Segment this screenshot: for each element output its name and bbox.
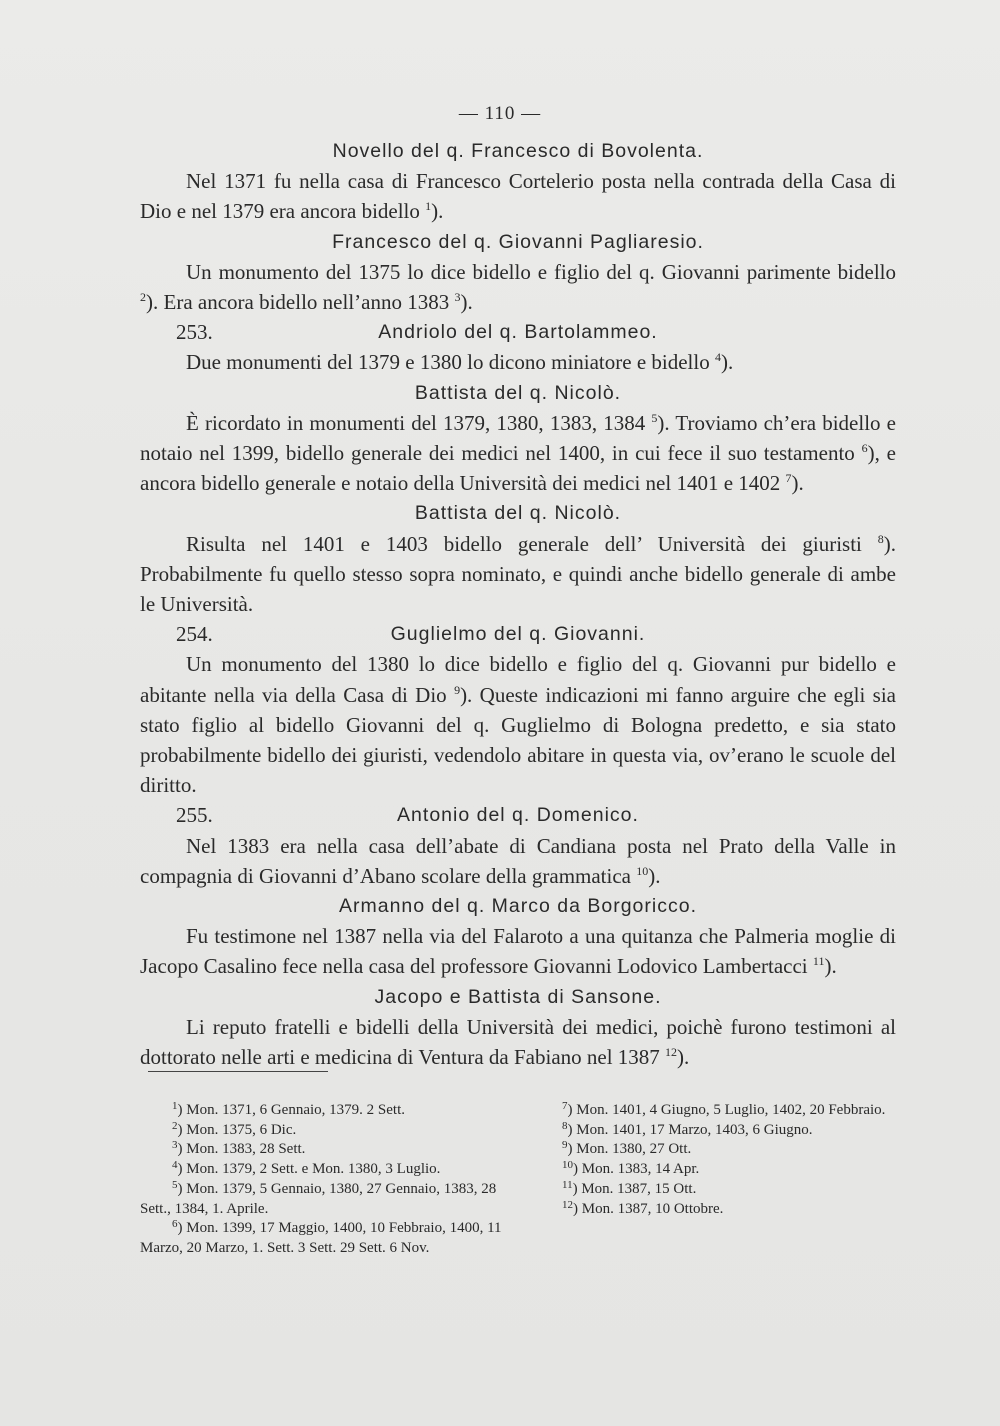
note-ref: 4 (714, 350, 721, 365)
entry-heading-text: Battista del q. Nicolò. (414, 381, 622, 404)
paragraph-text: Un monumento del 1375 lo dice bidello e figlio del q. Giovanni parimente bidello (186, 259, 896, 284)
body-text (140, 136, 896, 1072)
entry-number: 253. (176, 320, 213, 345)
footnote-text: ) Mon. 1387, 15 Ott. (572, 1180, 697, 1197)
entry-paragraph (140, 257, 896, 317)
footnote (530, 1140, 900, 1160)
footnote-number: 9 (562, 1139, 568, 1152)
footnote-text: ) Mon. 1401, 17 Marzo, 1403, 6 Giugno. (567, 1121, 813, 1138)
entry-paragraph (140, 529, 896, 620)
footnote-text: ) Mon. 1379, 5 Gennaio, 1380, 27 Gennaio, 1383, 28 Sett., 1384, 1. Aprile. (140, 1180, 497, 1217)
paragraph-text: È ricordato in monumenti del 1379, 1380, 1383, 1384 (186, 410, 652, 435)
note-ref: 1 (425, 199, 432, 214)
note-ref: 12 (665, 1045, 678, 1060)
entry-heading-text: Armanno del q. Marco da Borgoricco. (339, 895, 697, 918)
footnote-number: 12 (562, 1198, 573, 1211)
paragraph-text: ). Probabilmente fu quello stesso sopra nominato, e quindi anche bidello generale di ambe le Università. (140, 531, 896, 617)
footnote-number: 4 (172, 1159, 178, 1172)
paragraph-text: ). Era ancora bidello nell’anno 1383 (146, 290, 455, 315)
note-ref: 9 (454, 682, 461, 697)
footnote (530, 1200, 900, 1220)
entry-heading (140, 982, 896, 1012)
footnote (530, 1121, 900, 1141)
paragraph-text: Nel 1383 era nella casa dell’abate di Candiana posta nel Prato della Valle in compagnia di Giovanni d’Abano scolare della grammatica (140, 833, 896, 888)
footnote-text: ) Mon. 1375, 6 Dic. (177, 1121, 297, 1138)
footnote-text: ) Mon. 1383, 14 Apr. (573, 1161, 700, 1178)
entry-heading-text: Francesco del q. Giovanni Pagliaresio. (332, 230, 704, 253)
entry-paragraph (140, 1012, 896, 1072)
paragraph-text: Nel 1371 fu nella casa di Francesco Cortelerio posta nella contrada della Casa di Dio e nel 1379 era ancora bidello (140, 169, 896, 224)
paragraph-text: ). (648, 863, 661, 888)
entry-number: 254. (176, 622, 213, 647)
entry-heading (140, 317, 896, 347)
note-ref: 2 (140, 290, 146, 305)
footnote-number: 2 (172, 1119, 178, 1132)
footnote-text: ) Mon. 1401, 4 Giugno, 5 Luglio, 1402, 20 Febbraio. (567, 1102, 886, 1118)
footnote-text: ) Mon. 1387, 10 Ottobre. (573, 1200, 724, 1217)
footnote-number: 6 (172, 1218, 178, 1231)
footnote-text: ) Mon. 1399, 17 Maggio, 1400, 10 Febbraio, 1400, 11 Marzo, 20 Marzo, 1. Sett. 3 Sett. 29 Sett. 6 Nov. (140, 1220, 502, 1256)
entry-heading (140, 136, 896, 166)
footnote (530, 1160, 900, 1180)
footnote-number: 10 (562, 1159, 573, 1172)
footnote-number: 11 (562, 1178, 573, 1191)
footnote-divider (148, 1071, 328, 1072)
paragraph-text: ). (824, 954, 837, 979)
note-ref: 7 (785, 471, 792, 486)
entry-paragraph (140, 166, 896, 226)
footnote-number: 8 (562, 1119, 568, 1132)
footnote-text: ) Mon. 1383, 28 Sett. (177, 1141, 306, 1158)
footnote (140, 1101, 510, 1121)
entry-heading (140, 227, 896, 257)
entry-heading (140, 498, 896, 528)
paragraph-text: Risulta nel 1401 e 1403 bidello generale dell’ Università dei giuristi (186, 531, 878, 556)
paragraph-text: ), e ancora bidello generale e notaio della Università dei medici nel 1401 e 1402 (140, 441, 896, 496)
note-ref: 5 (651, 410, 658, 425)
paragraph-text: Un monumento del 1380 lo dice bidello e figlio del q. Giovanni pur bidello e abitante nella via della Casa di Dio (140, 652, 896, 707)
paragraph-text: ). (460, 290, 473, 315)
footnote (530, 1180, 900, 1200)
paragraph-text: Fu testimone nel 1387 nella via del Falaroto a una quitanza che Palmeria moglie di Jacopo Casalino fece nella casa del professore Giovanni Lodovico Lambertacci (140, 924, 896, 979)
entry-heading-text: Guglielmo del q. Giovanni. (390, 623, 646, 646)
footnote-number: 1 (172, 1100, 178, 1112)
entry-heading-text: Jacopo e Battista di Sansone. (374, 985, 662, 1008)
page-number: — 110 — (458, 103, 542, 124)
entry-heading (140, 619, 896, 649)
entry-number: 255. (176, 803, 213, 828)
entry-paragraph (140, 649, 896, 800)
note-ref: 11 (812, 954, 825, 969)
footnotes-left-column (140, 1101, 510, 1259)
entry-heading-text: Andriolo del q. Bartolammeo. (378, 321, 658, 344)
footnote-text: ) Mon. 1380, 27 Ott. (567, 1141, 692, 1158)
entry-heading (140, 800, 896, 830)
entry-paragraph (140, 347, 896, 377)
footnote-text: ) Mon. 1379, 2 Sett. e Mon. 1380, 3 Luglio. (177, 1161, 441, 1178)
paragraph-text: Due monumenti del 1379 e 1380 lo dicono miniatore e bidello (186, 350, 715, 375)
footnote (140, 1180, 510, 1219)
footnote-number: 3 (172, 1139, 178, 1152)
paragraph-text: ). Troviamo ch’era bidello e notaio nel 1399, bidello generale dei medici nel 1400, in cui fece il suo testamento (140, 410, 897, 466)
entry-paragraph (140, 408, 896, 499)
paragraph-text: ). (791, 471, 804, 496)
footnote-text: ) Mon. 1371, 6 Gennaio, 1379. 2 Sett. (177, 1102, 405, 1118)
entry-heading-text: Battista del q. Nicolò. (414, 502, 622, 525)
paragraph-text: ). (431, 199, 444, 224)
entry-heading-text: Antonio del q. Domenico. (397, 804, 639, 827)
footnote (140, 1121, 510, 1141)
footnote-number: 7 (562, 1100, 568, 1112)
note-ref: 6 (861, 441, 868, 456)
footnotes-right-column (530, 1101, 900, 1219)
entry-heading-text: Novello del q. Francesco di Bovolenta. (332, 140, 704, 162)
paragraph-text: ). (677, 1045, 690, 1070)
note-ref: 3 (454, 290, 461, 305)
note-ref: 8 (877, 531, 884, 546)
footnote (140, 1160, 510, 1180)
paragraph-text: Li reputo fratelli e bidelli della Università dei medici, poichè furono testimoni al dottorato nelle arti e medicina di Ventura da Fabiano nel 1387 (140, 1014, 896, 1070)
entry-heading (140, 378, 896, 408)
footnote (530, 1101, 900, 1121)
footnote-number: 5 (172, 1178, 178, 1191)
entry-paragraph (140, 921, 896, 981)
footnote (140, 1140, 510, 1160)
footnote (140, 1219, 510, 1258)
paragraph-text: ). (720, 350, 734, 375)
entry-paragraph (140, 831, 896, 891)
entry-heading (140, 891, 896, 921)
note-ref: 10 (636, 863, 649, 878)
paragraph-text: ). Queste indicazioni mi fanno arguire che egli sia stato figlio al bidello Giovanni del q. Guglielmo di Bologna predetto, e sia stato probabilmente bidello dei giuristi, vedendolo abitare in questa via, ov’erano le scuole del diritto. (140, 682, 896, 798)
